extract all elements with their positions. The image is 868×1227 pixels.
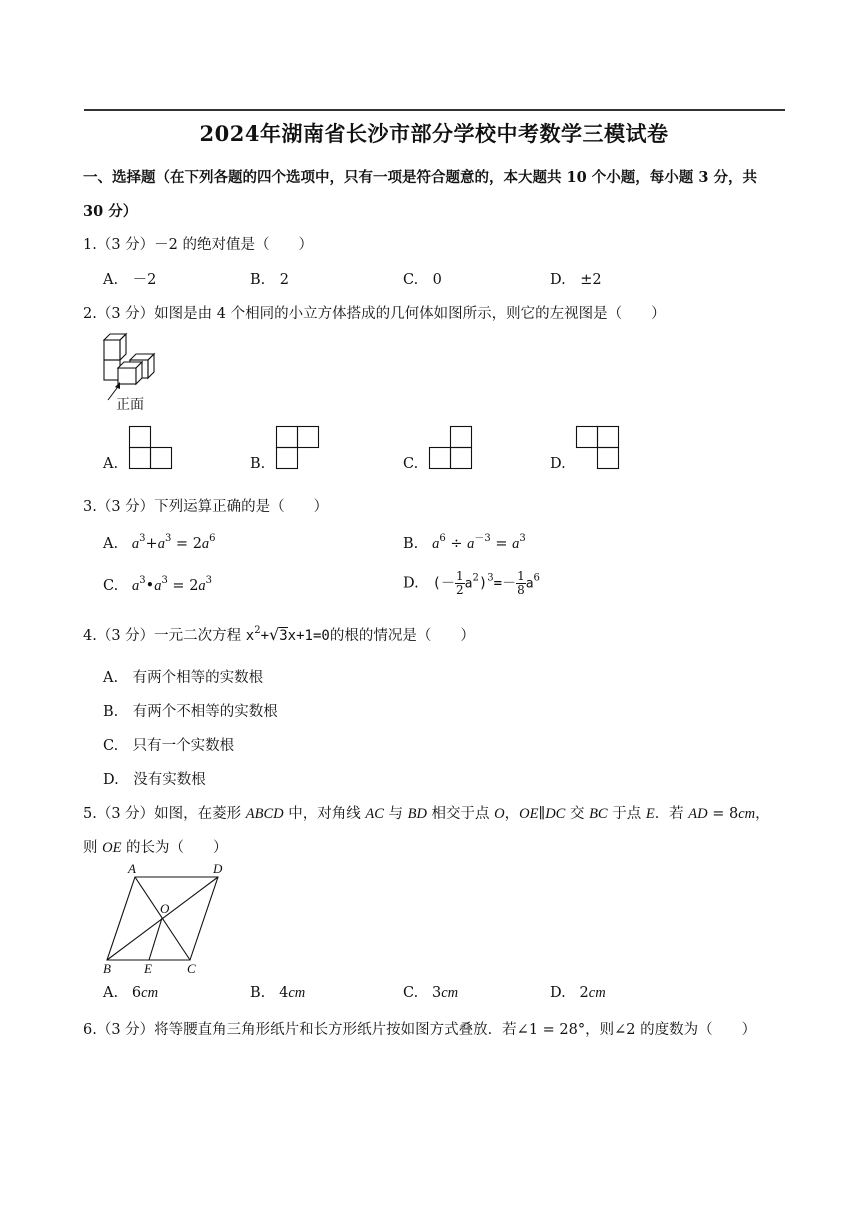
q5-label-o: O — [160, 901, 170, 916]
q5-label-e: E — [144, 961, 152, 976]
q2-front-label: 正面 — [116, 397, 144, 413]
q2-option-c-label: C. — [403, 456, 419, 472]
q1-option-a: A. －2 — [103, 272, 157, 288]
q4-option-a: A. 有两个相等的实数根 — [103, 670, 264, 686]
q4-option-d: D. 没有实数根 — [103, 772, 206, 788]
q2-option-a-label: A. — [103, 456, 119, 472]
q5-option-b: B. 4cm — [250, 985, 306, 1001]
q5-label-d: D — [213, 861, 223, 876]
q2-option-d-label: D. — [550, 456, 566, 472]
q5-option-d: D. 2cm — [550, 985, 606, 1001]
q4-option-b: B. 有两个不相等的实数根 — [103, 704, 278, 720]
q5-label-a: A — [128, 861, 136, 876]
q5-option-a: A. 6cm — [103, 985, 159, 1001]
q2-cube-figure — [98, 330, 158, 385]
q3-option-c: C. $a^3•a^3 = 2a^3$ — [103, 575, 213, 594]
question-3-stem: 3.（3 分）下列运算正确的是（ ） — [83, 499, 329, 515]
question-6-stem: 6.（3 分）将等腰直角三角形纸片和长方形纸片按如图方式叠放．若∠1 = 28°，则∠2 的度数为（ ） — [83, 1022, 757, 1038]
q5-option-c: C. 3cm — [403, 985, 459, 1001]
q4-option-c: C. 只有一个实数根 — [103, 738, 235, 754]
question-4-stem: 4.（3 分）一元二次方程 $x^2+√3x+1=0$的根的情况是（ ） — [83, 625, 475, 644]
page-title: 2024年湖南省长沙市部分学校中考数学三模试卷 — [199, 121, 669, 146]
q2-option-d-view — [576, 426, 620, 470]
question-5-stem-line1: 5.（3 分）如图，在菱形 ABCD 中，对角线 AC 与 BD 相交于点 O，OE∥DC 交 BC 于点 E．若 AD = 8cm， — [83, 806, 770, 822]
q3-option-b: B. $a^6 \div a^{-3} = a^3$ — [403, 533, 526, 552]
q2-option-b-view — [276, 426, 320, 470]
q1-option-b: B. 2 — [250, 272, 289, 288]
section-heading-line2: 30 分） — [83, 203, 138, 220]
header-rule — [84, 109, 785, 111]
q5-rhombus-figure — [100, 860, 235, 978]
q2-option-c-view — [429, 426, 473, 470]
question-5-stem-line2: 则 OE 的长为（ ） — [83, 840, 228, 856]
question-1-stem: 1.（3 分）－2 的绝对值是（ ） — [83, 237, 314, 253]
q3-option-d: D. (－ $\frac{1}{2}$ $a^2)^3=-$ $\frac{1}{8}$ $a^6$ — [403, 569, 540, 597]
q2-option-a-view — [129, 426, 173, 470]
q3-option-a: A. $a^3+a^3 = 2a^6$ — [103, 533, 216, 552]
q5-label-b: B — [103, 961, 111, 976]
section-heading-line1: 一、选择题（在下列各题的四个选项中，只有一项是符合题意的，本大题共 10 个小题，每小题 3 分，共 — [83, 169, 757, 186]
q5-label-c: C — [187, 961, 196, 976]
q1-option-c: C. 0 — [403, 272, 442, 288]
q1-option-d: D. ±2 — [550, 272, 602, 288]
question-2-stem: 2.（3 分）如图是由 4 个相同的小立方体搭成的几何体如图所示，则它的左视图是（ ） — [83, 306, 666, 322]
q2-option-b-label: B. — [250, 456, 266, 472]
